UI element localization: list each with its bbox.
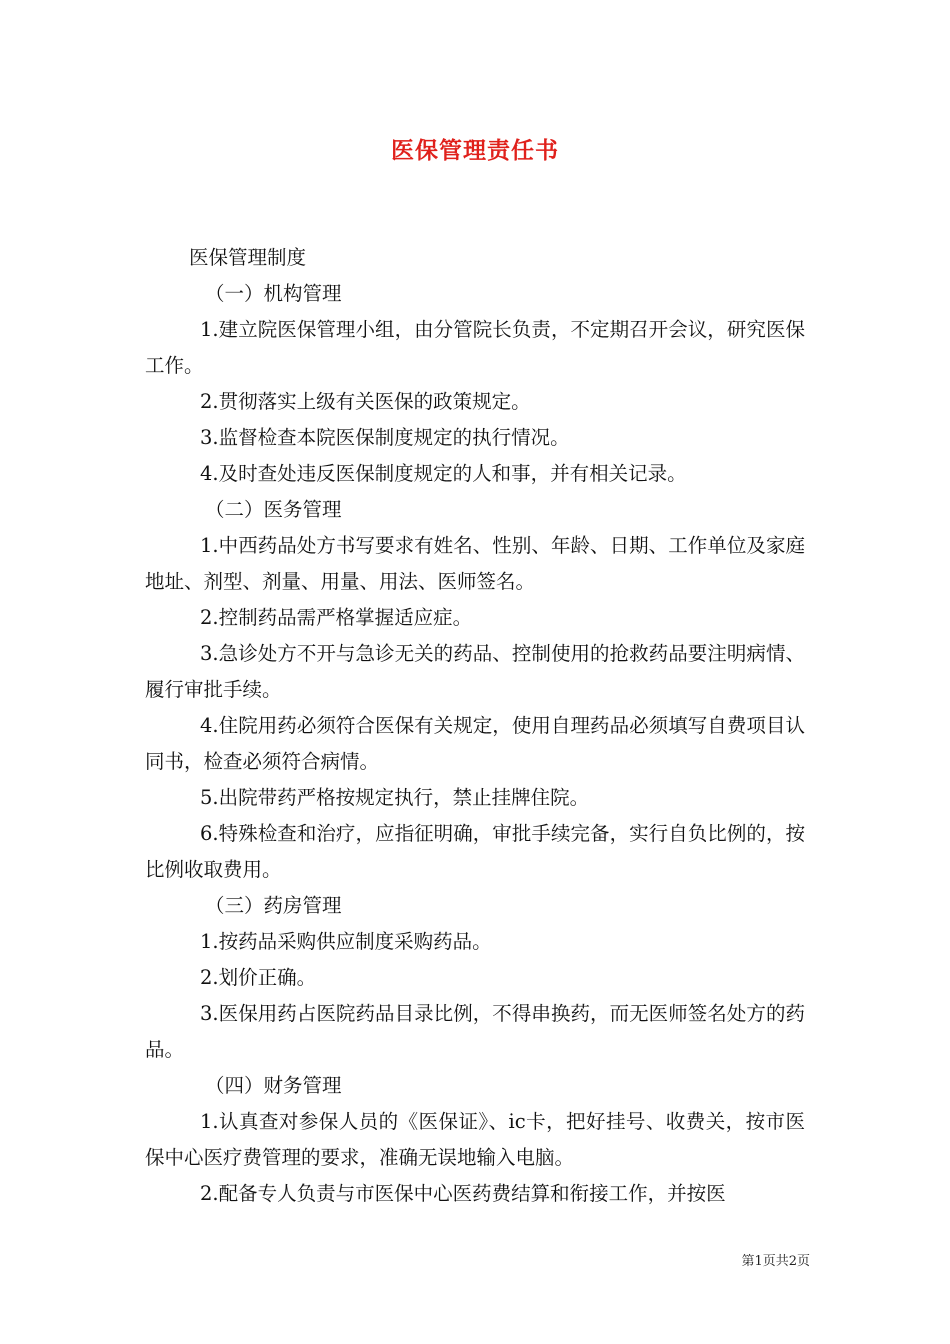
paragraph: 2.配备专人负责与市医保中心医药费结算和衔接工作，并按医 [200,1182,726,1205]
paragraph: 1.建立院医保管理小组，由分管院长负责，不定期召开会议，研究医保工作。 [145,318,805,377]
paragraph: 4.住院用药必须符合医保有关规定，使用自理药品必须填写自费项目认同书，检查必须符合病情。 [145,714,805,773]
paragraph: 3.监督检查本院医保制度规定的执行情况。 [200,426,570,449]
paragraph: 5.出院带药严格按规定执行，禁止挂牌住院。 [200,786,590,809]
paragraph: 2.贯彻落实上级有关医保的政策规定。 [200,390,531,413]
paragraph: 1.中西药品处方书写要求有姓名、性别、年龄、日期、工作单位及家庭地址、剂型、剂量、用量、用法、医师签名。 [145,534,805,593]
section-heading: （二）医务管理 [205,498,342,521]
section-heading: （一）机构管理 [205,282,342,305]
paragraph: 6.特殊检查和治疗，应指征明确，审批手续完备，实行自负比例的，按比例收取费用。 [145,822,805,881]
paragraph: 2.划价正确。 [200,966,317,989]
paragraph: 4.及时查处违反医保制度规定的人和事，并有相关记录。 [200,462,687,485]
page-number: 第1页共2页 [741,1254,810,1269]
paragraph: 3.医保用药占医院药品目录比例，不得串换药，而无医师签名处方的药品。 [145,1002,805,1061]
paragraph: 1.按药品采购供应制度采购药品。 [200,930,492,953]
paragraph: 1.认真查对参保人员的《医保证》、ic卡，把好挂号、收费关，按市医保中心医疗费管理的要求，准确无误地输入电脑。 [145,1110,805,1169]
document-title: 医保管理责任书 [391,138,559,164]
section-heading: （四）财务管理 [205,1074,342,1097]
document-body [145,240,805,1212]
paragraph: 2.控制药品需严格掌握适应症。 [200,606,473,629]
intro-heading: 医保管理制度 [189,246,307,269]
paragraph: 3.急诊处方不开与急诊无关的药品、控制使用的抢救药品要注明病情、履行审批手续。 [145,642,805,701]
section-heading: （三）药房管理 [205,894,342,917]
